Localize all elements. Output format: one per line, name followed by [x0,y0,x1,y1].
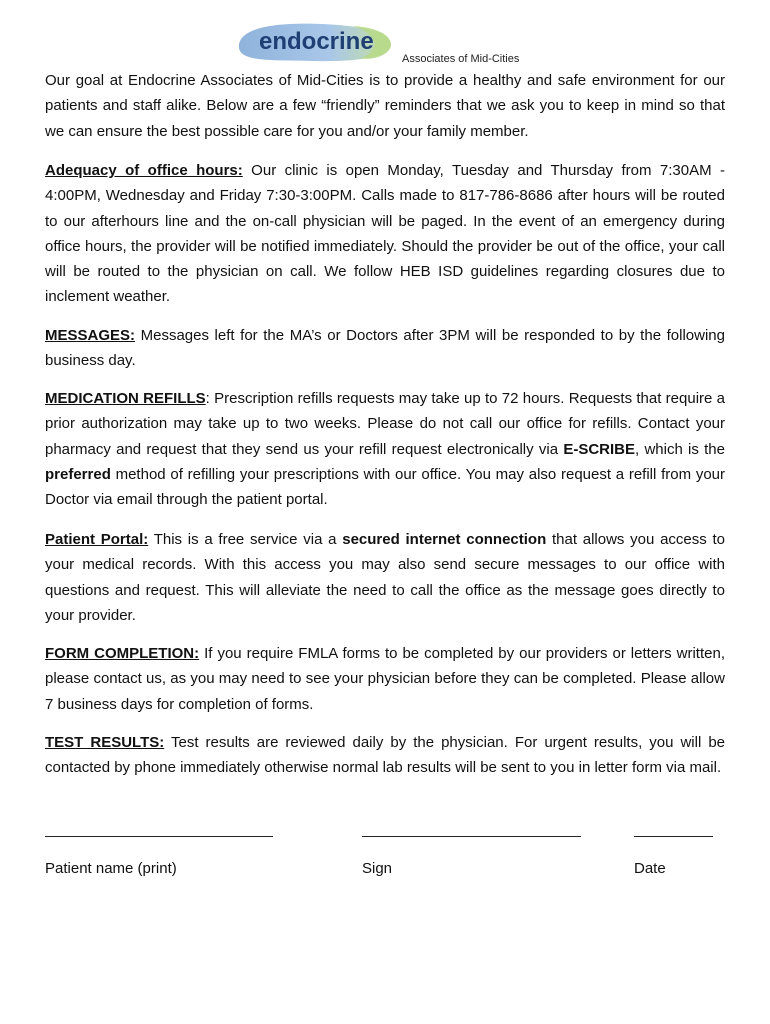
logo-wordmark: endocrine [259,28,374,55]
patient-name-line[interactable] [45,836,273,837]
office-hours-text: Our clinic is open Monday, Tuesday and Thursday from 7:30AM - 4:00PM, Wednesday and Friday 7:30-3:00PM. Calls made to 817-786-8686 after hours will be routed to our afterhours line and the on-call physician will be paged. In the event of an emergency during office hours, the provider will be notified immediately. Should the provider be out of the office, your call will be routed to the physician on call. We follow HEB ISD guidelines regarding closures due to inclement weather. [45,162,725,306]
patient-name-label: Patient name (print) [45,860,177,877]
test-results-text: Test results are reviewed daily by the physician. For urgent results, you will be contacted by phone immediately otherwise normal lab results will be sent to you in letter form via mail. [45,734,726,777]
form-completion-text: If you require FMLA forms to be completed by our providers or letters written, please contact us, as you may need to see your physician before they can be completed. Please allow 7 business days for completion of forms. [45,645,725,713]
medication-refills-section [45,386,725,512]
office-hours-heading: Adequacy of office hours: [45,162,243,179]
form-completion-section [45,641,725,717]
date-label: Date [634,860,666,877]
date-line[interactable] [634,836,713,837]
secured-connection-emphasis: secured internet connection [342,531,547,548]
office-hours-section [45,158,725,310]
endocrine-logo [233,18,395,66]
medication-refills-heading: MEDICATION REFILLS [45,390,206,407]
test-results-section [45,730,725,781]
patient-portal-section [45,527,725,628]
form-completion-heading: FORM COMPLETION: [45,645,200,662]
patient-portal-text-2: that allows you access to your medical records. With this access you may also send secure messages to our office with questions and request. This will alleviate the need to call the office as the message goes directly to your provider. [45,531,725,624]
preferred-emphasis: preferred [45,465,111,483]
medication-refills-colon: : [205,390,210,407]
intro-paragraph: Our goal at Endocrine Associates of Mid-Cities is to provide a healthy and safe environment for our patients and staff alike. Below are a few “friendly” reminders that we ask you to keep in mind so that we can ensure the best possible care for you and/or your family member. [45,72,725,140]
medication-refills-text-2: , which is the [635,440,725,458]
messages-text: Messages left for the MA’s or Doctors after 3PM will be responded to by the following business day. [45,327,725,370]
medication-refills-text-1: Prescription refills requests may take up to 72 hours. Requests that require a prior authorization may take up to two weeks. Please do not call our office for refills. Contact your pharmacy and request that they send us your refill request electronically via [45,390,725,458]
sign-label: Sign [362,860,393,877]
patient-portal-text-1: This is a free service via a [148,531,343,548]
practice-subtitle: Associates of Mid-Cities [402,53,520,65]
test-results-heading: TEST RESULTS: [45,734,165,751]
messages-section [45,323,725,374]
signature-line[interactable] [362,836,581,837]
messages-heading: MESSAGES: [45,327,136,344]
medication-refills-text-3: method of refilling your prescriptions with our office. You may also request a refill from your Doctor via email through the patient portal. [45,465,725,509]
e-scribe-emphasis: E-SCRIBE [563,440,636,458]
patient-portal-heading: Patient Portal: [45,531,149,548]
